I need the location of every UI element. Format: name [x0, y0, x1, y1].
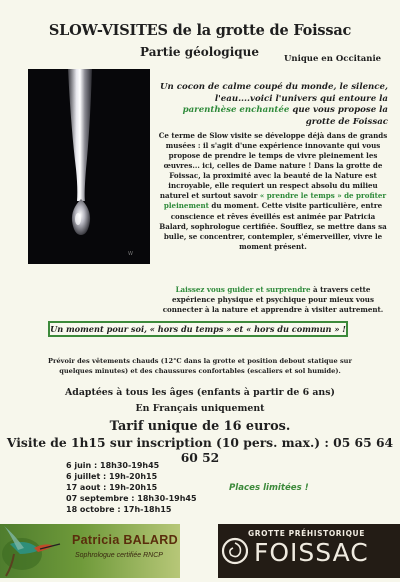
- svg-text:W: W: [128, 251, 133, 257]
- date-item: 6 juillet : 19h-20h15: [66, 472, 158, 481]
- language-info: En Français uniquement: [135, 403, 265, 414]
- guide-highlight: Laissez vous guider et surprendre: [175, 285, 311, 294]
- date-item: 07 septembre : 18h30-19h45: [66, 494, 197, 503]
- guide-paragraph: [155, 285, 391, 315]
- region-tagline: Unique en Occitanie: [284, 54, 382, 64]
- intro-part2: que vous propose la grotte de Foissac: [289, 105, 388, 127]
- intro-text: [160, 82, 388, 128]
- hummingbird-icon: [0, 524, 70, 578]
- stalactite-photo: [28, 69, 150, 264]
- moment-banner: Un moment pour soi, « hors du temps » et « hors du commun » !: [48, 321, 348, 337]
- clothing-notes: Prévoir des vêtements chauds (12°C dans la grotte et position debout statique sur quelques minutes) et des chaussures confortables (escaliers et sol humide).: [48, 357, 352, 375]
- sophrologist-name: Patricia BALARD: [72, 533, 178, 547]
- date-item: 18 octobre : 17h-18h15: [66, 505, 172, 514]
- logo-caption: GROTTE PRÉHISTORIQUE: [248, 529, 365, 538]
- description-highlight: « prendre le temps » de profiter pleinement: [163, 191, 387, 211]
- price-info: Tarif unique de 16 euros.: [109, 419, 291, 434]
- spiral-logo-icon: [218, 524, 248, 578]
- intro-part1: Un cocon de calme coupé du monde, le silence, l'eau....voici l'univers qui entoure la: [160, 82, 388, 104]
- description-part2: du moment. Cette visite particulière, entre conscience et rêves éveillés est animée par Patricia Balard, sophrologue certifiée. Soufflez, se mettre dans sa bulle, se concentrer, contempler, s'émerveiller, vivre le moment présent.: [159, 201, 387, 251]
- stalactite-image: [28, 69, 150, 264]
- booking-info: Visite de 1h15 sur inscription (10 pers. max.) : 05 65 64 60 52: [6, 435, 394, 465]
- flyer-subtitle: Partie géologique: [140, 45, 260, 59]
- date-item: 6 juin : 18h30-19h45: [66, 461, 160, 470]
- intro-highlight: parenthèse enchantée: [182, 105, 290, 116]
- guide-text: à travers cette expérience physique et psychique pour mieux vous connecter à la nature et apprendre à visiter autrement.: [162, 285, 384, 315]
- date-item: 17 aout : 19h-20h15: [66, 483, 158, 492]
- ages-info: Adaptées à tous les âges (enfants à partir de 6 ans): [65, 387, 335, 398]
- logo-wordmark: FOISSAC: [254, 538, 369, 567]
- limited-places-note: Places limitées !: [229, 483, 309, 493]
- description-part1: Ce terme de Slow visite se développe déjà dans de grands musées : il s'agit d'une expérience innovante qui vous propose de prendre le temps de vivre pleinement les œuvres... ici, celles de Dame nature ! Dans la grotte de Foissac, la proximité avec la beauté de la Nature est incroyable, elle requiert un respect absolu du milieu naturel et surtout savoir: [158, 131, 388, 201]
- description-paragraph: [155, 131, 391, 252]
- flyer-title: SLOW-VISITES de la grotte de Foissac: [48, 22, 352, 39]
- sophrologist-title: Sophrologue certifiée RNCP: [75, 552, 163, 559]
